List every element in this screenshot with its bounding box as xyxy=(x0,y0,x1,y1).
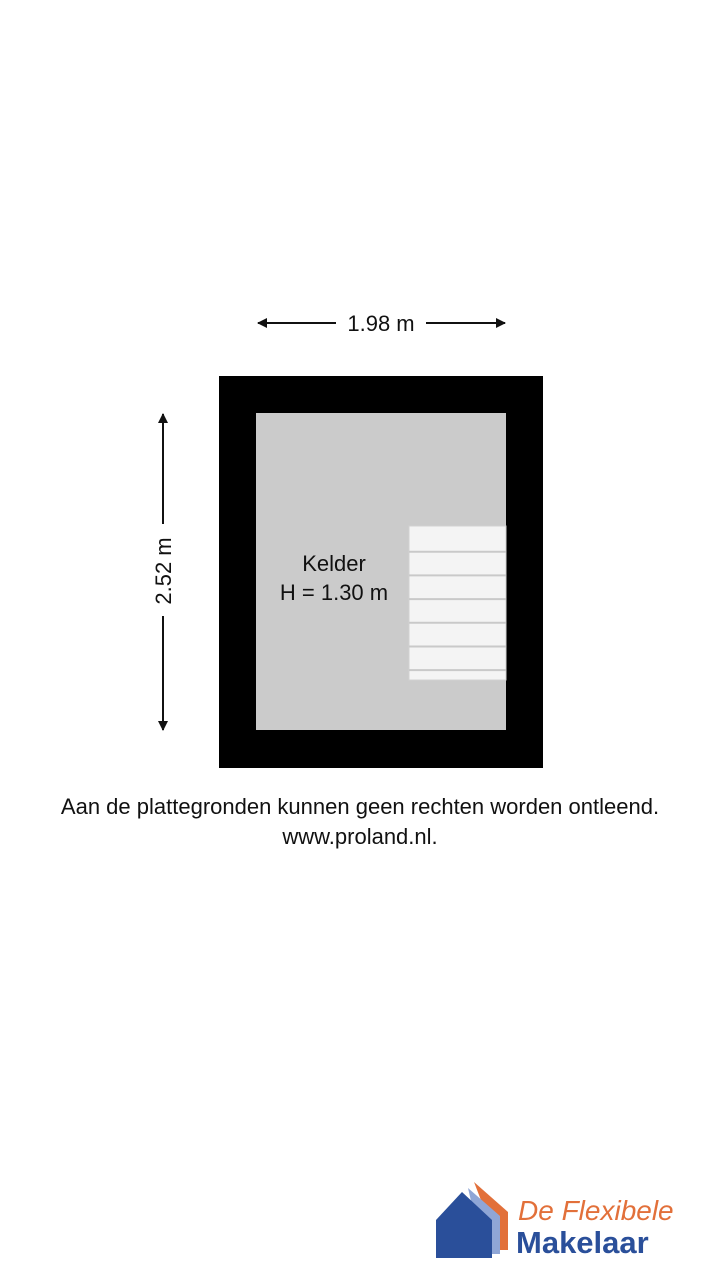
width-dimension xyxy=(258,311,505,336)
website-text: www.proland.nl. xyxy=(282,824,438,849)
logo-text-line1: De Flexibele xyxy=(518,1195,674,1226)
width-label: 1.98 m xyxy=(347,311,415,336)
staircase-outline xyxy=(409,526,506,680)
room-height: H = 1.30 m xyxy=(279,580,389,605)
disclaimer-text: Aan de plattegronden kunnen geen rechten worden ontleend. xyxy=(60,794,660,819)
height-dimension xyxy=(151,414,176,730)
staircase xyxy=(409,526,506,680)
company-logo xyxy=(434,1178,704,1262)
logo-text-line2: Makelaar xyxy=(516,1225,649,1260)
house-icon xyxy=(434,1178,518,1262)
room-name: Kelder xyxy=(302,551,366,576)
height-label: 2.52 m xyxy=(151,537,176,605)
